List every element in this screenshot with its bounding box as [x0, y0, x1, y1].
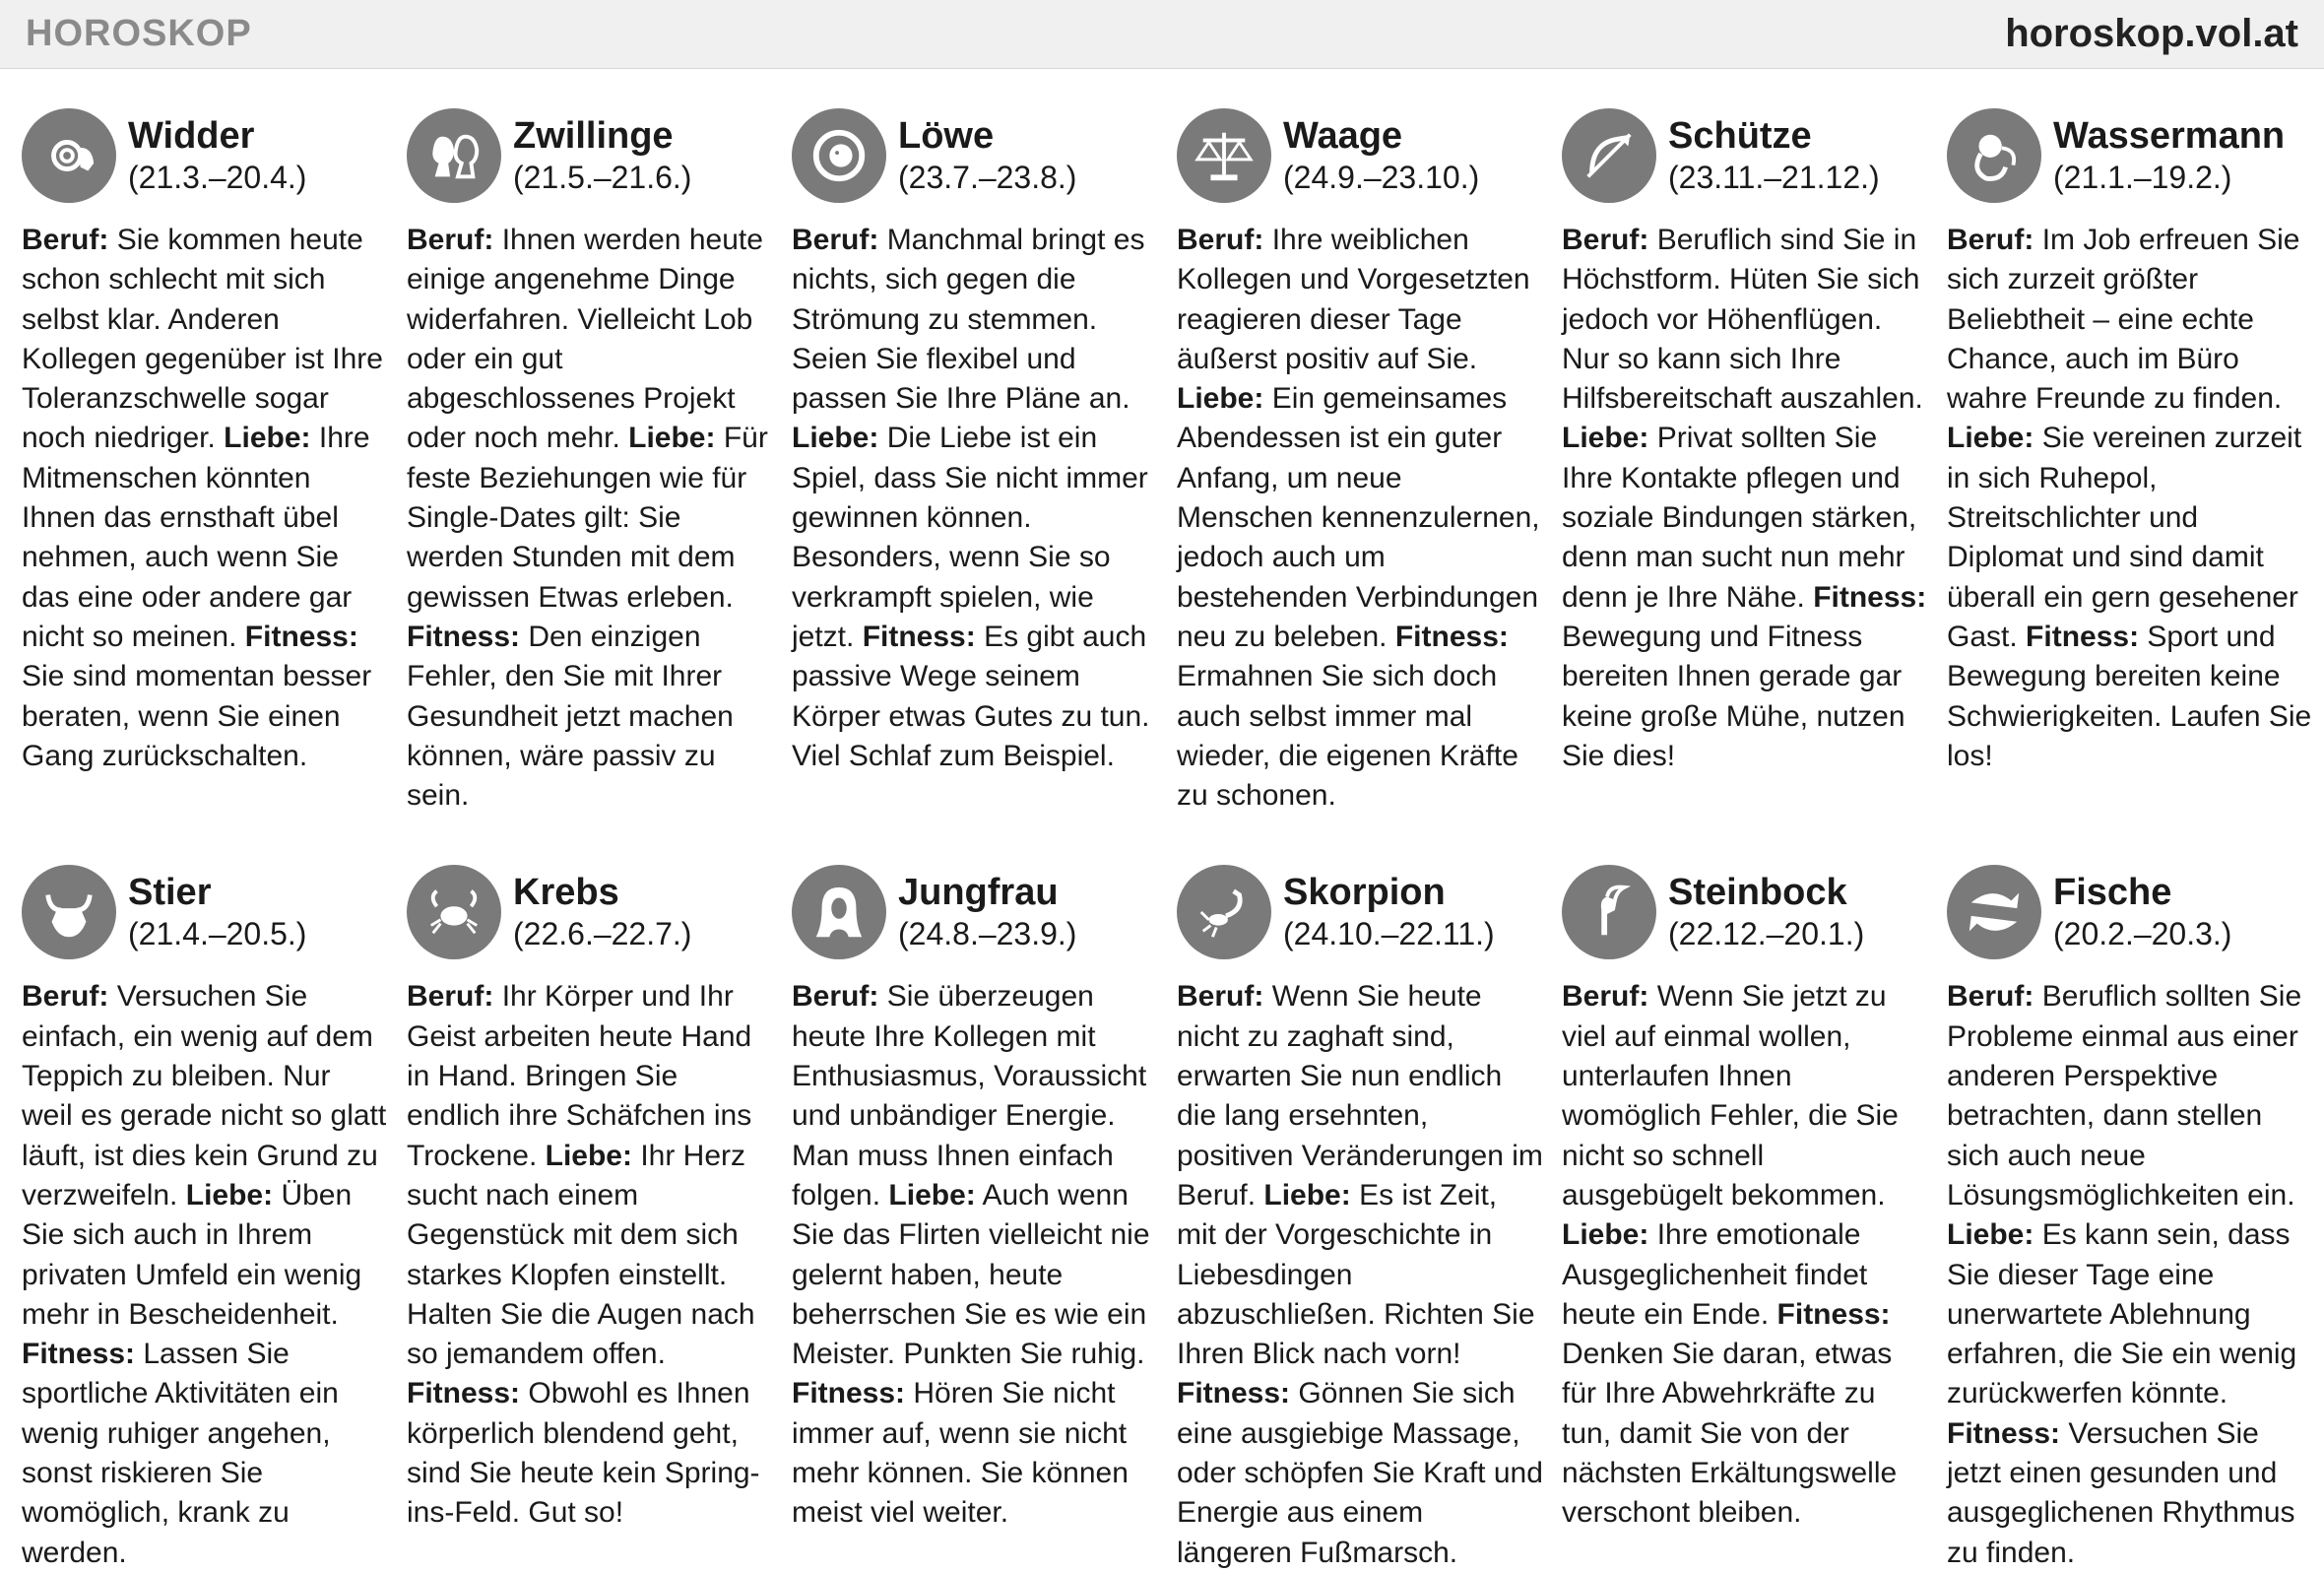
- bull-icon: [22, 865, 116, 959]
- sign-name: Wassermann: [2053, 115, 2286, 157]
- crab-icon: [407, 865, 501, 959]
- liebe-label: Liebe:: [545, 1139, 632, 1172]
- fitness-label: Fitness:: [1947, 1416, 2061, 1450]
- liebe-label: Liebe:: [792, 422, 879, 455]
- liebe-text: Es ist Zeit, mit der Vorgeschichte in Liebesdingen abzuschließen. Richten Sie Ihren Blick nach vorn!: [1177, 1178, 1535, 1371]
- beruf-label: Beruf:: [22, 980, 109, 1014]
- liebe-text: Für feste Beziehungen wie für Single-Dates gilt: Sie werden Stunden mit dem gewissen Etwas erleben.: [407, 422, 768, 614]
- fitness-text: Bewegung und Fitness bereiten Ihnen gerade gar keine große Mühe, nutzen Sie dies!: [1562, 620, 1905, 772]
- liebe-text: Auch wenn Sie das Flirten vielleicht nie gelernt haben, heute beherrschen Sie es wie ein Meister. Punkten Sie ruhig.: [792, 1178, 1150, 1371]
- fitness-label: Fitness:: [22, 1338, 136, 1371]
- sign-dates: (21.3.–20.4.): [128, 160, 307, 195]
- liebe-text: Privat sollten Sie Ihre Kontakte pflegen und soziale Bindungen stärken, denn man sucht nun mehr denn je Ihre Nähe.: [1562, 422, 1917, 614]
- water-bearer-icon: [1947, 108, 2041, 203]
- header-bar: [0, 0, 2324, 69]
- sign-header: [1562, 859, 1928, 965]
- fitness-label: Fitness:: [407, 1377, 521, 1410]
- liebe-label: Liebe:: [1947, 1218, 2034, 1252]
- sign-text: [792, 221, 1158, 776]
- sign-dates: (20.2.–20.3.): [2053, 916, 2232, 952]
- sign-name: Steinbock: [1668, 872, 1847, 914]
- beruf-text: Im Job erfreuen Sie sich zurzeit größter Beliebtheit – eine echte Chance, auch im Büro wahre Freunde zu finden.: [1947, 224, 2300, 416]
- beruf-label: Beruf:: [1177, 980, 1264, 1014]
- liebe-label: Liebe:: [1263, 1178, 1351, 1212]
- fitness-text: Lassen Sie sportliche Aktivitäten ein wenig ruhiger angehen, sonst riskieren Sie womöglich, krank zu werden.: [22, 1338, 339, 1569]
- sign-skorpion: [1177, 859, 1543, 1572]
- beruf-label: Beruf:: [22, 224, 109, 256]
- fitness-text: Es gibt auch passive Wege seinem Körper etwas Gutes zu tun. Viel Schlaf zum Beispiel.: [792, 620, 1150, 772]
- liebe-text: Ein gemeinsames Abendessen ist ein guter Anfang, um neue Menschen kennenzulernen, jedoch auch um bestehenden Verbindungen neu zu beleben.: [1177, 382, 1540, 653]
- beruf-text: Ihre weiblichen Kollegen und Vorgesetzten reagieren dieser Tage äußerst positiv auf Sie.: [1177, 224, 1530, 375]
- fitness-label: Fitness:: [1394, 620, 1509, 653]
- lion-icon: [792, 108, 886, 203]
- sign-steinbock: [1562, 859, 1928, 1572]
- sign-dates: (24.10.–22.11.): [1283, 916, 1495, 952]
- twins-icon: [407, 108, 501, 203]
- sign-stier: [22, 859, 388, 1572]
- fitness-text: Ermahnen Sie sich doch auch selbst immer mal wieder, die eigenen Kräfte zu schonen.: [1177, 660, 1518, 813]
- sign-fische: [1947, 859, 2313, 1572]
- liebe-label: Liebe:: [224, 422, 311, 455]
- beruf-text: Manchmal bringt es nichts, sich gegen die Strömung zu stemmen. Seien Sie flexibel und passen Sie Ihre Pläne an.: [792, 224, 1145, 416]
- liebe-text: Die Liebe ist ein Spiel, dass Sie nicht immer gewinnen können. Besonders, wenn Sie so verkrampft spielen, wie jetzt.: [792, 422, 1148, 653]
- sign-widder: [22, 102, 388, 816]
- sign-jungfrau: [792, 859, 1158, 1572]
- virgin-icon: [792, 865, 886, 959]
- fitness-text: Sie sind momentan besser beraten, wenn Sie einen Gang zurückschalten.: [22, 660, 372, 772]
- sign-name: Widder: [128, 115, 255, 157]
- sign-krebs: [407, 859, 773, 1572]
- fitness-label: Fitness:: [407, 620, 521, 653]
- sign-dates: (23.7.–23.8.): [898, 160, 1077, 195]
- liebe-text: Es kann sein, dass Sie dieser Tage eine unerwartete Ablehnung erfahren, die Sie ein wenig zurückwerfen könnte.: [1947, 1218, 2297, 1410]
- fitness-label: Fitness:: [1813, 580, 1927, 614]
- sign-header: [1177, 102, 1543, 209]
- sign-header: [1562, 102, 1928, 209]
- sign-header: [22, 859, 388, 965]
- sign-löwe: [792, 102, 1158, 816]
- sign-name: Waage: [1283, 115, 1403, 157]
- fitness-text: Sport und Bewegung bereiten keine Schwierigkeiten. Laufen Sie los!: [1947, 620, 2312, 772]
- beruf-text: Sie überzeugen heute Ihre Kollegen mit Enthusiasmus, Voraussicht und unbändiger Energie. Man muss Ihnen einfach folgen.: [792, 980, 1147, 1212]
- liebe-text: Sie vereinen zurzeit in sich Ruhepol, Streitschlichter und Diplomat und sind damit überall ein gern gesehener Gast.: [1947, 422, 2302, 653]
- sign-text: [1947, 977, 2313, 1572]
- liebe-label: Liebe:: [185, 1178, 274, 1212]
- sign-dates: (21.4.–20.5.): [128, 916, 307, 952]
- sign-text: [1562, 977, 1928, 1533]
- beruf-label: Beruf:: [407, 224, 494, 256]
- horoscope-grid: [22, 102, 2312, 1573]
- fitness-text: Hören Sie nicht immer auf, wenn sie nicht mehr können. Sie können meist viel weiter.: [792, 1377, 1129, 1530]
- liebe-label: Liebe:: [1562, 422, 1649, 455]
- liebe-label: Liebe:: [628, 422, 716, 455]
- sign-dates: (24.8.–23.9.): [898, 916, 1077, 952]
- beruf-label: Beruf:: [1562, 224, 1649, 256]
- fitness-label: Fitness:: [1776, 1297, 1891, 1331]
- sign-dates: (21.1.–19.2.): [2053, 160, 2232, 195]
- beruf-label: Beruf:: [1562, 980, 1649, 1014]
- beruf-text: Ihr Körper und Ihr Geist arbeiten heute Hand in Hand. Bringen Sie endlich ihre Schäfchen ins Trockene.: [407, 980, 752, 1172]
- sign-text: [1947, 221, 2313, 776]
- fitness-text: Denken Sie daran, etwas für Ihre Abwehrkräfte zu tun, damit Sie von der nächsten Erkältungswelle verschont bleiben.: [1562, 1338, 1898, 1530]
- sign-dates: (21.5.–21.6.): [513, 160, 692, 195]
- section-title: HOROSKOP: [26, 13, 252, 54]
- beruf-text: Wenn Sie jetzt zu viel auf einmal wollen, unterlaufen Ihnen womöglich Fehler, die Sie nicht so schnell ausgebügelt bekommen.: [1562, 980, 1899, 1212]
- sign-text: [407, 221, 773, 816]
- sign-header: [792, 859, 1158, 965]
- sign-header: [407, 102, 773, 209]
- beruf-label: Beruf:: [792, 980, 879, 1014]
- fitness-label: Fitness:: [2026, 620, 2140, 653]
- sign-wassermann: [1947, 102, 2313, 816]
- sign-name: Löwe: [898, 115, 995, 157]
- sign-header: [1947, 859, 2313, 965]
- fish-icon: [1947, 865, 2041, 959]
- sign-name: Skorpion: [1283, 872, 1446, 914]
- liebe-label: Liebe:: [888, 1178, 976, 1212]
- liebe-text: Üben Sie sich auch in Ihrem privaten Umfeld ein wenig mehr in Bescheidenheit.: [22, 1178, 362, 1331]
- sign-text: [22, 977, 388, 1572]
- beruf-label: Beruf:: [1947, 980, 2034, 1014]
- beruf-label: Beruf:: [1947, 224, 2034, 256]
- sign-header: [1947, 102, 2313, 209]
- sign-dates: (23.11.–21.12.): [1668, 160, 1880, 195]
- beruf-label: Beruf:: [407, 980, 494, 1014]
- liebe-text: Ihr Herz sucht nach einem Gegenstück mit dem sich starkes Klopfen einstellt. Halten Sie die Augen nach so jemandem offen.: [407, 1139, 755, 1371]
- archer-icon: [1562, 108, 1656, 203]
- beruf-text: Wenn Sie heute nicht zu zaghaft sind, erwarten Sie nun endlich die lang ersehnten, positiven Veränderungen im Beruf.: [1177, 980, 1543, 1212]
- fitness-label: Fitness:: [1177, 1377, 1291, 1410]
- fitness-text: Den einzigen Fehler, den Sie mit Ihrer Gesundheit jetzt machen können, wäre passiv zu sein.: [407, 620, 734, 813]
- sign-name: Krebs: [513, 872, 619, 914]
- site-url[interactable]: horoskop.vol.at: [2005, 12, 2298, 55]
- sign-text: [1562, 221, 1928, 776]
- beruf-label: Beruf:: [1177, 224, 1264, 256]
- sign-header: [792, 102, 1158, 209]
- liebe-text: Ihre Mitmenschen könnten Ihnen das ernsthaft übel nehmen, auch wenn Sie das eine oder andere gar nicht so meinen.: [22, 422, 370, 653]
- sign-zwillinge: [407, 102, 773, 816]
- fitness-text: Versuchen Sie jetzt einen gesunden und ausgeglichenen Rhythmus zu finden.: [1947, 1416, 2295, 1569]
- sign-name: Fische: [2053, 872, 2172, 914]
- scales-icon: [1177, 108, 1271, 203]
- beruf-label: Beruf:: [792, 224, 879, 256]
- sign-text: [407, 977, 773, 1533]
- sign-header: [1177, 859, 1543, 965]
- sign-header: [22, 102, 388, 209]
- sign-dates: (22.12.–20.1.): [1668, 916, 1865, 952]
- fitness-label: Fitness:: [792, 1377, 906, 1410]
- fitness-label: Fitness:: [862, 620, 976, 653]
- beruf-text: Versuchen Sie einfach, ein wenig auf dem Teppich zu bleiben. Nur weil es gerade nicht so glatt läuft, ist dies kein Grund zu verzweifeln.: [22, 980, 387, 1212]
- sign-dates: (24.9.–23.10.): [1283, 160, 1480, 195]
- sign-text: [792, 977, 1158, 1533]
- liebe-label: Liebe:: [1177, 382, 1264, 416]
- sign-text: [1177, 221, 1543, 816]
- sign-name: Zwillinge: [513, 115, 674, 157]
- sign-schütze: [1562, 102, 1928, 816]
- beruf-text: Beruflich sind Sie in Höchstform. Hüten Sie sich jedoch vor Höhenflügen. Nur so kann sich Ihre Hilfsbereitschaft auszahlen.: [1562, 224, 1923, 416]
- liebe-text: Ihre emotionale Ausgeglichenheit findet heute ein Ende.: [1562, 1218, 1868, 1331]
- liebe-label: Liebe:: [1562, 1218, 1649, 1252]
- ibex-icon: [1562, 865, 1656, 959]
- fitness-text: Gönnen Sie sich eine ausgiebige Massage, oder schöpfen Sie Kraft und Energie aus einem längeren Fußmarsch.: [1177, 1377, 1543, 1569]
- liebe-label: Liebe:: [1947, 422, 2034, 455]
- sign-name: Schütze: [1668, 115, 1812, 157]
- sign-text: [1177, 977, 1543, 1572]
- fitness-text: Obwohl es Ihnen körperlich blendend geht, sind Sie heute kein Spring-ins-Feld. Gut so!: [407, 1377, 760, 1530]
- scorpion-icon: [1177, 865, 1271, 959]
- sign-text: [22, 221, 388, 776]
- fitness-label: Fitness:: [244, 620, 358, 653]
- sign-dates: (22.6.–22.7.): [513, 916, 692, 952]
- beruf-text: Ihnen werden heute einige angenehme Dinge widerfahren. Vielleicht Lob oder ein gut abgeschlossenes Projekt oder noch mehr.: [407, 224, 763, 455]
- beruf-text: Sie kommen heute schon schlecht mit sich selbst klar. Anderen Kollegen gegenüber ist Ihre Toleranzschwelle sogar noch niedriger.: [22, 224, 383, 455]
- sign-header: [407, 859, 773, 965]
- sign-name: Stier: [128, 872, 212, 914]
- beruf-text: Beruflich sollten Sie Probleme einmal aus einer anderen Perspektive betrachten, dann stellen sich auch neue Lösungsmöglichkeiten ein.: [1947, 980, 2302, 1212]
- sign-name: Jungfrau: [898, 872, 1059, 914]
- ram-icon: [22, 108, 116, 203]
- sign-waage: [1177, 102, 1543, 816]
